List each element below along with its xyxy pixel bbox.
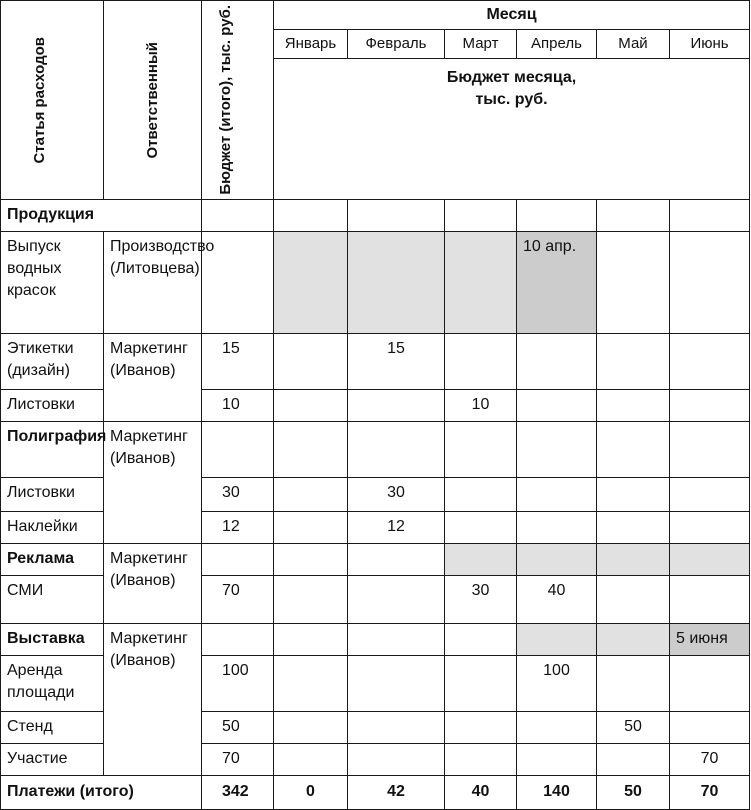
month-apr: Апрель [517, 30, 597, 59]
resp-ads: Маркетинг (Иванов) [104, 543, 202, 623]
row-totals [1, 775, 750, 809]
leaflets-2-feb: 30 [348, 477, 445, 511]
totals-label: Платежи (итого) [1, 775, 202, 809]
leaflets-1-mar: 10 [445, 389, 517, 421]
stand-total: 50 [202, 711, 274, 743]
resp-paints: Производство (Литовцева) [104, 231, 202, 333]
media-total: 70 [202, 575, 274, 623]
rent-apr: 100 [517, 655, 597, 711]
item-stand: Стенд [1, 711, 104, 743]
row-ads [1, 543, 750, 575]
item-leaflets-2: Листовки [1, 477, 104, 511]
labels-total: 15 [202, 333, 274, 389]
leaflets-1-total: 10 [202, 389, 274, 421]
resp-expo: Маркетинг (Иванов) [104, 623, 202, 775]
resp-printing: Маркетинг (Иванов) [104, 421, 202, 543]
item-labels: Этикетки (дизайн) [1, 333, 104, 389]
totals-feb: 42 [348, 775, 445, 809]
expo-jun: 5 июня [670, 623, 750, 655]
budget-month-line1: Бюджет месяца, [446, 69, 577, 86]
stickers-total: 12 [202, 511, 274, 543]
media-apr: 40 [517, 575, 597, 623]
stickers-feb: 12 [348, 511, 445, 543]
participation-total: 70 [202, 743, 274, 775]
month-feb: Февраль [348, 30, 445, 59]
item-leaflets-1: Листовки [1, 389, 104, 421]
row-paints [1, 231, 750, 333]
header-item-text: Статья расходов [31, 36, 48, 164]
header-item [1, 1, 104, 200]
section-expo: Выставка [1, 623, 104, 655]
leaflets-2-total: 30 [202, 477, 274, 511]
totals-may: 50 [597, 775, 670, 809]
item-rent: Аренда площади [1, 655, 104, 711]
header-budget-month [274, 59, 750, 200]
item-participation: Участие [1, 743, 104, 775]
row-labels [1, 333, 750, 389]
month-mar: Март [445, 30, 517, 59]
labels-feb: 15 [348, 333, 445, 389]
section-production: Продукция [1, 199, 202, 231]
month-may: Май [597, 30, 670, 59]
budget-month-line2: тыс. руб. [475, 91, 548, 108]
item-stickers: Наклейки [1, 511, 104, 543]
header-month: Месяц [274, 1, 750, 30]
month-jan: Январь [274, 30, 348, 59]
row-expo [1, 623, 750, 655]
section-ads: Реклама [1, 543, 104, 575]
item-paints: Выпуск водных красок [1, 231, 104, 333]
participation-jun: 70 [670, 743, 750, 775]
header-budget-total-text: Бюджет (итого), тыс. руб. [216, 5, 234, 195]
totals-mar: 40 [445, 775, 517, 809]
row-production [1, 199, 750, 231]
stand-may: 50 [597, 711, 670, 743]
paints-april: 10 апр. [517, 231, 597, 333]
totals-jan: 0 [274, 775, 348, 809]
month-jun: Июнь [670, 30, 750, 59]
totals-total: 342 [202, 775, 274, 809]
media-mar: 30 [445, 575, 517, 623]
totals-jun: 70 [670, 775, 750, 809]
totals-apr: 140 [517, 775, 597, 809]
resp-labels: Маркетинг (Иванов) [104, 333, 202, 421]
row-printing [1, 421, 750, 477]
header-responsible [104, 1, 202, 200]
header-budget-total [202, 1, 274, 200]
section-printing: Полиграфия [1, 421, 104, 477]
header-row-1 [1, 1, 750, 30]
rent-total: 100 [202, 655, 274, 711]
header-responsible-text: Ответственный [144, 41, 161, 159]
item-media: СМИ [1, 575, 104, 623]
